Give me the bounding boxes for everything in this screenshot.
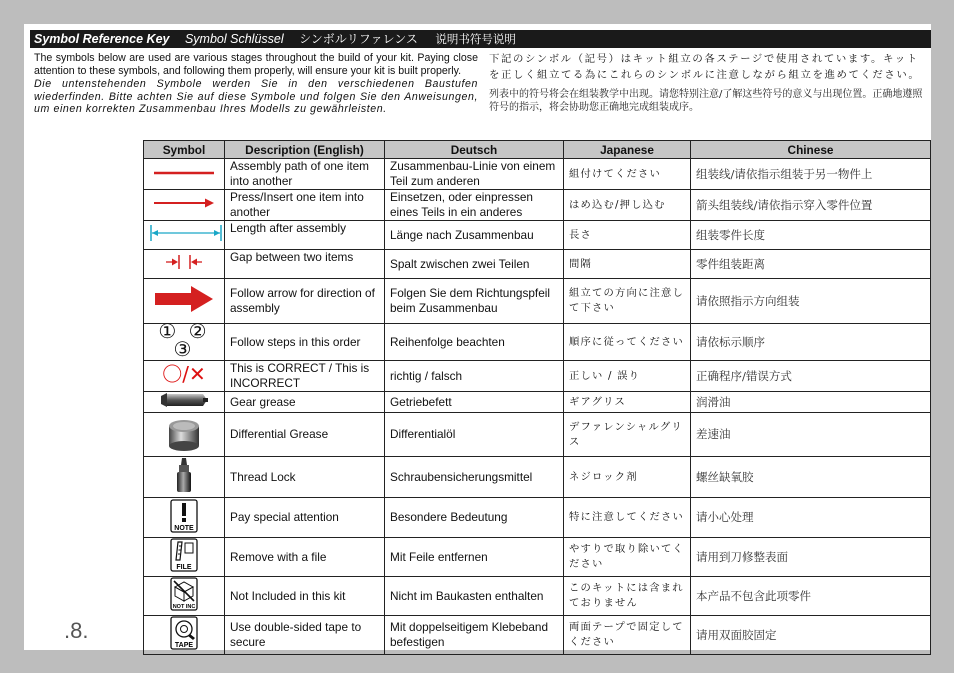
symbol-cell [144, 457, 225, 498]
desc-english: This is CORRECT / This is INCORRECT [225, 361, 385, 392]
step-numbers-icon: ① ② ③ [158, 319, 210, 361]
symbol-cell [144, 319, 225, 361]
desc-japanese: 長さ [564, 221, 691, 250]
title-chinese: 说明书符号说明 [435, 32, 516, 46]
desc-english: Thread Lock [225, 457, 385, 498]
intro-asian [489, 51, 925, 114]
title-japanese: シンボルリファレンス [299, 32, 418, 46]
not-included-icon-label: NOT INC [172, 604, 196, 610]
symbol-cell [144, 361, 225, 392]
symbol-table [143, 140, 931, 655]
table-row [144, 250, 931, 279]
symbol-cell [144, 392, 225, 413]
desc-german: Länge nach Zusammenbau [385, 221, 564, 250]
tape-icon [170, 616, 198, 650]
desc-japanese: はめ込む/押し込む [564, 190, 691, 221]
table-row [144, 361, 931, 392]
desc-japanese: 特に注意してください [564, 498, 691, 538]
desc-chinese: 正确程序/错误方式 [691, 361, 931, 392]
desc-english: Press/Insert one item into another [225, 190, 385, 221]
desc-german: Mit doppelseitigem Klebeband befestigen [385, 616, 564, 655]
desc-japanese: デファレンシャルグリス [564, 413, 691, 457]
desc-chinese: 请小心处理 [691, 498, 931, 538]
red-arrow-line-icon [152, 197, 216, 209]
desc-english: Follow arrow for direction of assembly [225, 279, 385, 324]
intro-english: The symbols below are used are various stages throughout the build of your kit. Paying close attention to these symbols, and following them properly, will ensure your kit is built properly. [34, 52, 478, 77]
symbol-cell [144, 250, 225, 279]
table-row [144, 616, 931, 655]
red-line-icon [152, 168, 216, 178]
desc-chinese: 螺丝缺氧胶 [691, 457, 931, 498]
tape-icon-label: TAPE [174, 642, 194, 649]
desc-japanese: ネジロック剤 [564, 457, 691, 498]
table-row [144, 221, 931, 250]
header-english: Description (English) [225, 141, 385, 159]
desc-chinese: 本产品不包含此项零件 [691, 577, 931, 616]
length-dimension-icon [149, 224, 223, 242]
header-japanese: Japanese [564, 141, 691, 159]
desc-german: Reihenfolge beachten [385, 324, 564, 361]
table-header-row [144, 141, 931, 159]
table-row [144, 577, 931, 616]
table-row [144, 159, 931, 190]
grease-jar-icon [166, 414, 202, 452]
desc-german: Zusammenbau-Linie von einem Teil zum anderen [385, 159, 564, 190]
desc-english: Gear grease [225, 392, 385, 413]
desc-german: Besondere Bedeutung [385, 498, 564, 538]
desc-chinese: 差速油 [691, 413, 931, 457]
desc-english: Length after assembly [225, 221, 385, 250]
desc-japanese: やすりで取り除いてください [564, 538, 691, 577]
table-row [144, 413, 931, 457]
correct-incorrect-icon: 〇/✕ [162, 362, 206, 386]
symbol-cell [144, 221, 225, 250]
desc-german: Differentialöl [385, 413, 564, 457]
title-english: Symbol Reference Key [34, 32, 170, 46]
table-row [144, 190, 931, 221]
page-number: .8. [64, 618, 89, 643]
symbol-cell [144, 413, 225, 457]
desc-chinese: 请用双面胶固定 [691, 616, 931, 655]
desc-english: Remove with a file [225, 538, 385, 577]
table-row [144, 538, 931, 577]
symbol-cell [144, 616, 225, 655]
symbol-cell [144, 190, 225, 221]
desc-german: Folgen Sie dem Richtungspfeil beim Zusammenbau [385, 279, 564, 324]
table-row [144, 279, 931, 324]
desc-german: Getriebefett [385, 392, 564, 413]
desc-german: Spalt zwischen zwei Teilen [385, 250, 564, 279]
desc-chinese: 组装零件长度 [691, 221, 931, 250]
desc-german: Mit Feile entfernen [385, 538, 564, 577]
header-chinese: Chinese [691, 141, 931, 159]
desc-chinese: 箭头组装线/请依指示穿入零件位置 [691, 190, 931, 221]
symbol-cell [144, 577, 225, 616]
file-icon-label: FILE [176, 564, 192, 571]
desc-chinese: 组装线/请依指示组装于另一物件上 [691, 159, 931, 190]
desc-japanese: 組立ての方向に注意して下さい [564, 279, 691, 324]
table-row [144, 498, 931, 538]
header-symbol: Symbol [144, 141, 225, 159]
table-row [144, 324, 931, 361]
desc-japanese: 間隔 [564, 250, 691, 279]
header-bar [30, 30, 931, 48]
desc-japanese: 組付けてください [564, 159, 691, 190]
symbol-cell [144, 159, 225, 190]
desc-chinese: 润滑油 [691, 392, 931, 413]
desc-english: Follow steps in this order [225, 324, 385, 361]
desc-japanese: 両面テープで固定してください [564, 616, 691, 655]
desc-german: Schraubensicherungsmittel [385, 457, 564, 498]
table-row [144, 457, 931, 498]
desc-japanese: 正しい / 誤り [564, 361, 691, 392]
desc-german: richtig / falsch [385, 361, 564, 392]
intro-german: Die untenstehenden Symbole werden Sie in den verschiedenen Baustufen wiederfinden. Bitte achten Sie auf diese Symbole und folgen Sie den Anweisungen, um einen korrekten Zusammenbau Ihres Modells zu gewährleisten. [34, 78, 478, 116]
desc-german: Einsetzen, oder einpressen eines Teils in ein anderes [385, 190, 564, 221]
desc-english: Assembly path of one item into another [225, 159, 385, 190]
desc-chinese: 零件组装距离 [691, 250, 931, 279]
not-included-icon [170, 577, 198, 611]
desc-english: Not Included in this kit [225, 577, 385, 616]
manual-page [24, 24, 931, 650]
note-icon-label: NOTE [174, 524, 194, 532]
desc-chinese: 请用到刀修整表面 [691, 538, 931, 577]
header-deutsch: Deutsch [385, 141, 564, 159]
symbol-cell [144, 498, 225, 538]
desc-english: Pay special attention [225, 498, 385, 538]
file-icon [170, 538, 198, 572]
desc-chinese: 请依标示顺序 [691, 324, 931, 361]
big-red-arrow-icon [153, 285, 215, 313]
note-icon [170, 499, 198, 533]
symbol-cell [144, 538, 225, 577]
intro-chinese: 列表中的符号将会在组装教学中出现。请您特别注意/了解这些符号的意义与出现位置。正确地遵照符号的指示，将会协助您正确地完成组装成序。 [489, 89, 923, 113]
grease-tube-icon [159, 392, 209, 408]
gap-marks-icon [164, 254, 204, 270]
desc-english: Gap between two items [225, 250, 385, 279]
thread-lock-bottle-icon [174, 457, 194, 493]
desc-english: Use double-sided tape to secure [225, 616, 385, 655]
desc-japanese: 順序に従ってください [564, 324, 691, 361]
title-german: Symbol Schlüssel [184, 32, 284, 46]
table-row [144, 392, 931, 413]
desc-english: Differential Grease [225, 413, 385, 457]
intro-japanese: 下記のシンボル（記号）はキット組立の各ステージで使用されています。キットを正しく組立てる為にこれらのシンボルに注意しながら組立を進めてください。 [489, 53, 921, 81]
desc-japanese: ギアグリス [564, 392, 691, 413]
desc-chinese: 请依照指示方向组装 [691, 279, 931, 324]
symbol-cell [144, 279, 225, 324]
desc-german: Nicht im Baukasten enthalten [385, 577, 564, 616]
intro-western [34, 52, 478, 116]
desc-japanese: このキットには含まれておりません [564, 577, 691, 616]
